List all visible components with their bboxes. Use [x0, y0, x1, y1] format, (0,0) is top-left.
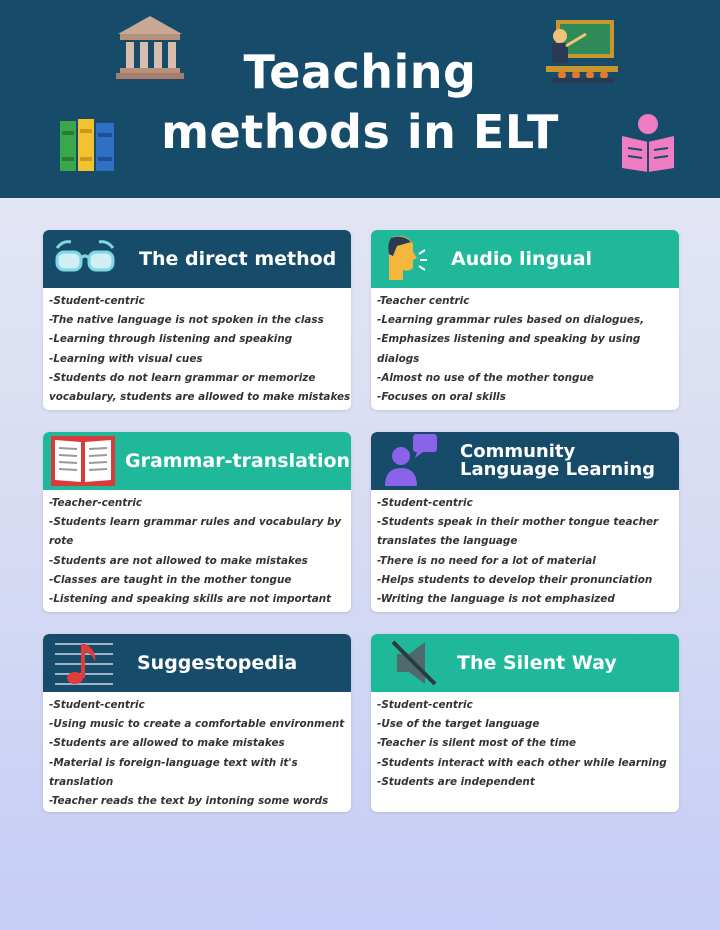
card-line: -Student-centric [377, 497, 473, 509]
card-line: -Teacher-centric [49, 497, 143, 509]
card-body [371, 692, 679, 798]
card-body [43, 288, 351, 410]
card-body [371, 490, 679, 612]
glasses-icon [53, 238, 117, 278]
card-line: -Use of the target language [377, 718, 540, 731]
card-title: Audio lingual [451, 247, 593, 270]
card-line: translates the language [377, 535, 518, 548]
speaking-head-icon [385, 234, 429, 286]
card-line: -Classes are taught in the mother tongue [49, 573, 292, 586]
card-header [43, 634, 351, 692]
card-line: -Students are allowed to make mistakes [49, 737, 285, 750]
card-line: -Learning grammar rules based on dialogues, [377, 314, 645, 327]
card-line: -Almost no use of the mother tongue [377, 371, 594, 384]
card-silent-way [371, 634, 679, 812]
card-line: -There is no need for a lot of material [377, 554, 596, 567]
card-line: -Student-centric [49, 295, 145, 307]
card-line: -Student-centric [49, 699, 145, 711]
card-community-language-learning [371, 432, 679, 612]
card-header [371, 432, 679, 490]
card-line: -Listening and speaking skills are not important [49, 593, 332, 606]
card-title-line1: Community [460, 441, 576, 462]
card-body [43, 692, 351, 812]
card-line: -Learning with visual cues [49, 352, 203, 365]
muted-speaker-icon [389, 638, 439, 688]
card-line: -Teacher is silent most of the time [377, 737, 577, 750]
page-title-line1: Teaching [243, 45, 477, 99]
page-title-line2: methods in ELT [161, 105, 559, 159]
card-title [460, 432, 655, 490]
card-line: rote [49, 535, 74, 548]
card-line: dialogs [377, 352, 420, 365]
card-line: -Using music to create a comfortable environment [49, 718, 345, 731]
card-header [371, 634, 679, 692]
card-title: Grammar-translation [125, 449, 351, 472]
card-line: -Students learn grammar rules and vocabulary by [49, 516, 342, 529]
card-line: -Teacher centric [377, 295, 470, 307]
card-line: -Students do not learn grammar or memorize [49, 371, 316, 384]
open-book-icon [51, 434, 115, 488]
card-header [371, 230, 679, 288]
card-direct-method [43, 230, 351, 410]
person-chat-icon [383, 434, 439, 488]
card-line: -Students are independent [377, 775, 535, 788]
card-header [43, 230, 351, 288]
card-body [43, 490, 351, 612]
music-note-icon [55, 638, 113, 690]
card-line: -Students are not allowed to make mistakes [49, 554, 308, 567]
card-line: -Emphasizes listening and speaking by using [377, 333, 641, 346]
card-line: -Material is foreign-language text with it's [49, 756, 298, 769]
card-line: -Students interact with each other while learning [377, 756, 667, 769]
card-body [371, 288, 679, 410]
card-line: -Students speak in their mother tongue teacher [377, 516, 659, 529]
card-line: -Focuses on oral skills [377, 391, 506, 404]
card-title-line2: Language Learning [460, 459, 656, 480]
card-line: -Writing the language is not emphasized [377, 593, 615, 606]
header-banner [0, 0, 720, 198]
card-line: -The native language is not spoken in the class [49, 314, 324, 327]
card-line: -Helps students to develop their pronunciation [377, 573, 653, 586]
card-header [43, 432, 351, 490]
card-audio-lingual [371, 230, 679, 410]
card-title: The Silent Way [457, 651, 617, 674]
page-title [0, 42, 720, 162]
card-line: -Student-centric [377, 699, 473, 711]
card-line: vocabulary, students are allowed to make mistakes [49, 391, 351, 404]
card-title: Suggestopedia [137, 651, 298, 674]
card-grammar-translation [43, 432, 351, 612]
card-line: -Learning through listening and speaking [49, 333, 293, 346]
card-line: translation [49, 775, 114, 788]
card-suggestopedia [43, 634, 351, 812]
card-title: The direct method [139, 247, 337, 270]
card-line: -Teacher reads the text by intoning some words [49, 795, 329, 808]
